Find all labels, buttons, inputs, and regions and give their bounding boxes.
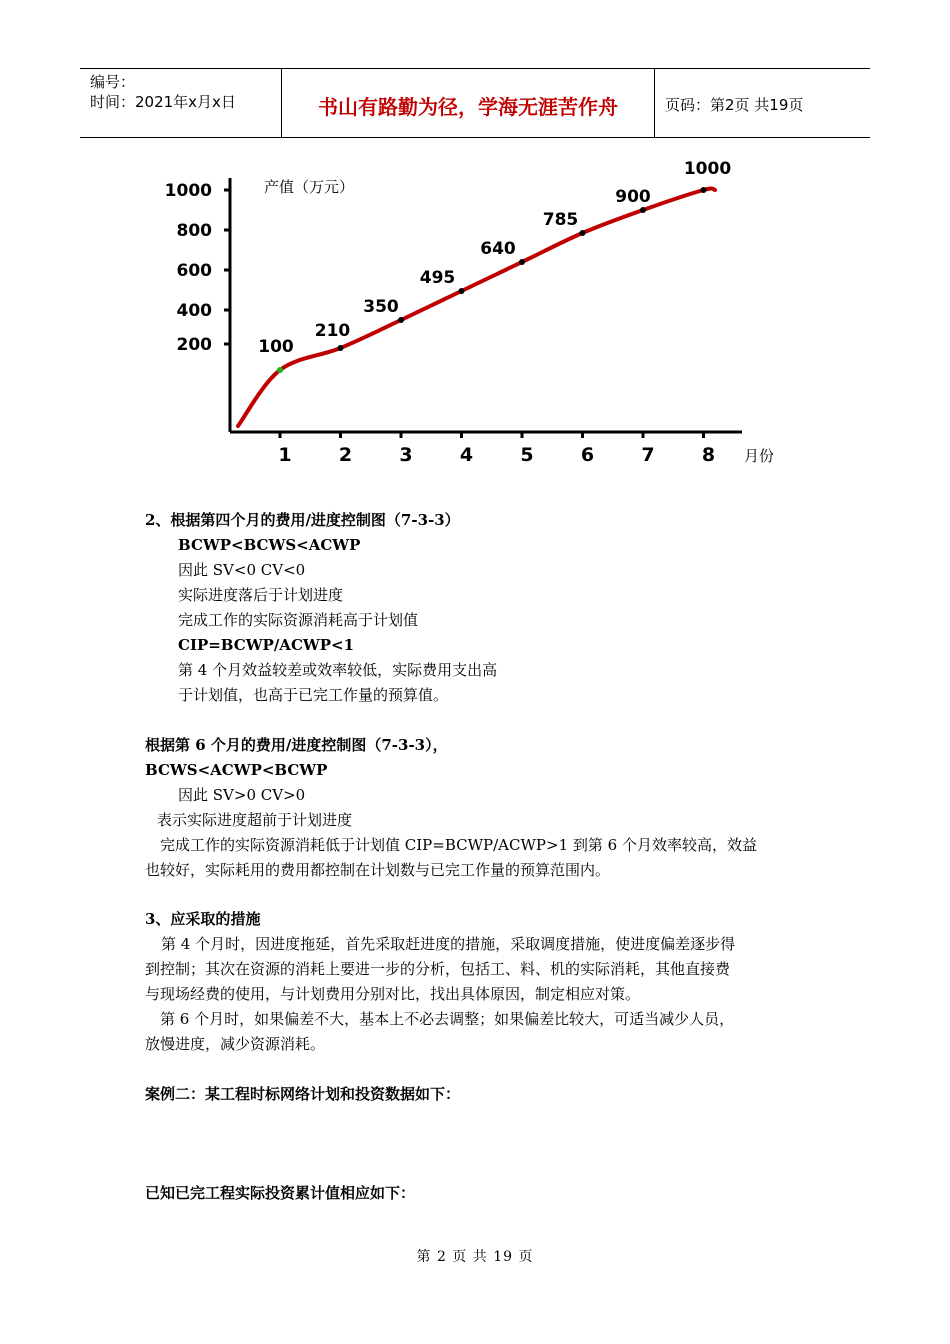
s2-line: 第 4 个月效益较差或效率较低，实际费用支出高	[178, 661, 498, 679]
x-tick-label: 2	[338, 444, 353, 466]
header-date: 时间：2021年x月x日	[90, 93, 236, 111]
s2-line: 因此 SV<0 CV<0	[178, 561, 306, 579]
s2-line: 实际进度落后于计划进度	[178, 586, 344, 604]
data-label: 900	[615, 187, 651, 207]
output-value-chart	[150, 150, 810, 480]
x-tick-label: 3	[399, 444, 413, 466]
data-label: 210	[314, 321, 351, 341]
m6-line: 也较好，实际耗用的费用都控制在计划数与已完工作量的预算范围内。	[145, 861, 611, 879]
header-page-cell	[655, 69, 870, 137]
s2-line: 于计划值，也高于已完工作量的预算值。	[178, 686, 449, 704]
s3-line: 与现场经费的使用，与计划费用分别对比，找出具体原因，制定相应对策。	[145, 985, 641, 1003]
x-tick-label: 4	[459, 444, 474, 466]
s3-line: 到控制；其次在资源的消耗上要进一步的分析，包括工、料、机的实际消耗，其他直接费	[145, 960, 731, 978]
s2-line: 完成工作的实际资源消耗高于计划值	[178, 611, 419, 629]
s3-line: 第 6 个月时，如果偏差不大，基本上不必去调整；如果偏差比较大，可适当减少人员，	[160, 1010, 735, 1028]
data-point	[640, 207, 646, 213]
x-tick-label: 6	[580, 444, 595, 466]
header-motto-cell	[281, 69, 655, 137]
s2-line: BCWP<BCWS<ACWP	[178, 536, 361, 554]
data-point	[398, 317, 404, 323]
case-2-intro: 案例二：某工程时标网络计划和投资数据如下：	[145, 1085, 461, 1103]
y-tick-label: 1000	[164, 181, 212, 201]
header-page-number: 页码：第2页 共19页	[665, 96, 804, 114]
page-header	[80, 68, 870, 138]
y-tick-label: 400	[176, 301, 212, 321]
data-label: 1000	[683, 159, 732, 179]
data-label: 100	[258, 337, 294, 357]
section-3-heading: 3、应采取的措施	[145, 910, 261, 928]
section-2-heading: 2、根据第四个月的费用/进度控制图（7-3-3）	[145, 511, 460, 529]
m6-line: 表示实际进度超前于计划进度	[157, 811, 353, 829]
x-tick-label: 7	[641, 444, 655, 466]
y-tick-label: 800	[176, 221, 212, 241]
m6-line: 因此 SV>0 CV>0	[178, 786, 306, 804]
y-tick-label: 600	[176, 261, 212, 281]
data-point	[701, 187, 707, 193]
y-tick-label: 200	[176, 335, 212, 355]
data-point	[338, 345, 344, 351]
m6-line: BCWS<ACWP<BCWP	[145, 761, 328, 779]
y-axis-label: 产值（万元）	[264, 178, 355, 196]
x-tick-label: 5	[520, 444, 534, 466]
x-tick-label: 1	[278, 444, 292, 466]
data-label: 640	[480, 239, 516, 259]
header-number-label: 编号：	[90, 73, 136, 91]
m6-line: 完成工作的实际资源消耗低于计划值 CIP=BCWP/ACWP>1 到第 6 个月效率较高，效益	[160, 836, 757, 854]
s3-line: 第 4 个月时，因进度拖延，首先采取赶进度的措施，采取调度措施，使进度偏差逐步得	[161, 935, 736, 953]
header-motto: 书山有路勤为径，学海无涯苦作舟	[318, 95, 618, 119]
header-info-cell	[80, 69, 281, 137]
data-label: 495	[419, 268, 456, 288]
data-point	[519, 259, 525, 265]
page-footer: 第 2 页 共 19 页	[416, 1249, 534, 1265]
series-line	[238, 189, 715, 426]
data-point	[277, 367, 283, 373]
known-values-intro: 已知已完工程实际投资累计值相应如下：	[145, 1184, 416, 1202]
x-tick-label: 8	[701, 444, 716, 466]
data-label: 350	[363, 297, 399, 317]
data-label: 785	[542, 210, 579, 230]
x-axis-label: 月份	[744, 447, 775, 465]
data-point	[580, 230, 586, 236]
s3-line: 放慢进度，减少资源消耗。	[145, 1035, 326, 1053]
data-point	[459, 288, 465, 294]
month-6-heading: 根据第 6 个月的费用/进度控制图（7-3-3），	[145, 736, 448, 754]
s2-line: CIP=BCWP/ACWP<1	[178, 636, 355, 654]
